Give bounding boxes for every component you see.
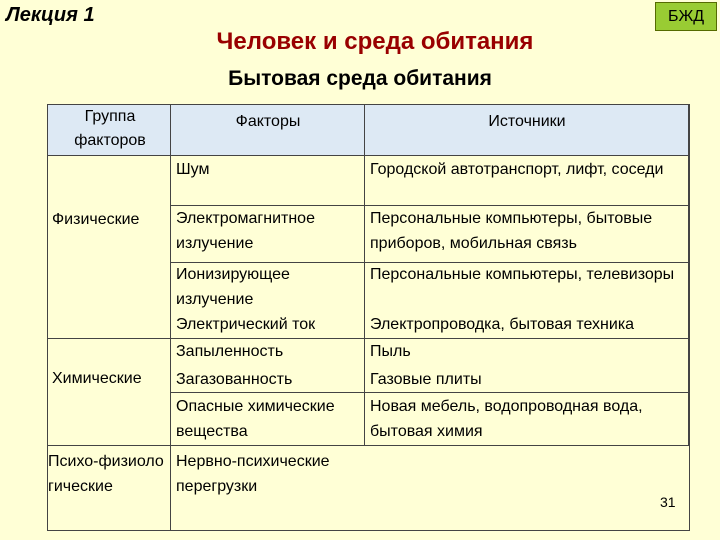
factor-cell: Нервно-психические перегрузки <box>176 453 330 495</box>
source-cell: Электропроводка, бытовая техника <box>370 316 635 333</box>
source-cell: Газовые плиты <box>370 371 482 388</box>
source-cell: Городской автотранспорт, лифт, соседи <box>370 161 664 178</box>
row-divider <box>48 445 689 446</box>
column-header-sources: Источники <box>488 113 566 130</box>
slide-subtitle: Бытовая среда обитания <box>228 67 492 90</box>
factor-cell: Электрический ток <box>176 316 316 333</box>
lecture-label: Лекция 1 <box>6 4 95 26</box>
column-divider <box>170 105 171 530</box>
factor-cell: Шум <box>176 161 210 178</box>
source-cell: Пыль <box>370 343 411 360</box>
factor-cell: Опасные химические вещества <box>176 398 335 440</box>
group-psycho: Психо-физиологические <box>48 453 164 495</box>
group-chemical: Химические <box>52 370 142 387</box>
factor-cell: Электромагнитное излучение <box>176 210 315 252</box>
row-divider <box>170 392 689 393</box>
factor-cell: Ионизирующее излучение <box>176 266 290 308</box>
column-divider <box>364 105 365 445</box>
column-divider <box>688 105 689 445</box>
source-cell: Персональные компьютеры, телевизоры <box>370 266 675 283</box>
subject-badge: БЖД <box>655 2 717 31</box>
factors-table <box>47 104 690 531</box>
source-cell: Новая мебель, водопроводная вода, бытовая химия <box>370 398 643 440</box>
source-cell: Персональные компьютеры, бытовые приборов, мобильная связь <box>370 210 653 252</box>
factor-cell: Запыленность <box>176 343 284 360</box>
page-number: 31 <box>660 494 676 510</box>
column-header-group: Группа факторов <box>74 108 146 149</box>
slide-title: Человек и среда обитания <box>216 28 534 55</box>
group-physical: Физические <box>52 211 140 228</box>
column-header-factors: Факторы <box>235 113 301 130</box>
factor-cell: Загазованность <box>176 371 293 388</box>
